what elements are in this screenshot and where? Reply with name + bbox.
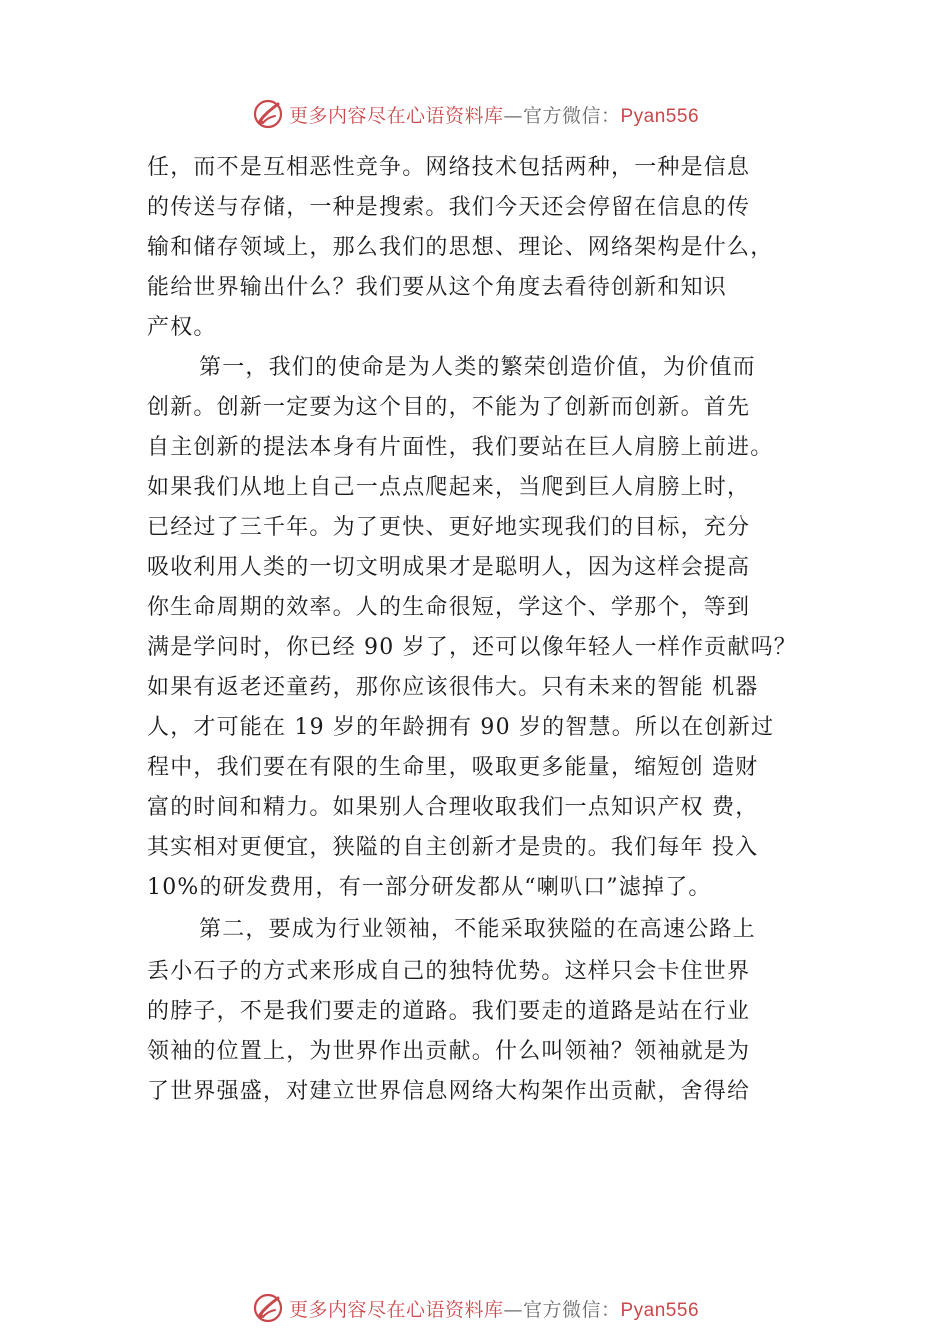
- text-line: 人，才可能在 19 岁的年龄拥有 90 岁的智慧。所以在创新过: [147, 715, 775, 740]
- footer-banner-handle: Pyan556: [620, 1299, 700, 1321]
- footer-banner-text: [289, 1295, 699, 1322]
- text-line: 能给世界输出什么？我们要从这个角度去看待创新和知识: [147, 275, 728, 300]
- paragraph-start-line: 第二，要成为行业领袖，不能采取狭隘的在高速公路上: [199, 917, 756, 942]
- document-body: [147, 148, 837, 1112]
- header-banner-dash: —: [503, 104, 523, 127]
- paragraph-start-line: 第一，我们的使命是为人类的繁荣创造价值，为价值而: [199, 355, 756, 380]
- header-banner-main: 更多内容尽在心语资料库: [288, 104, 504, 127]
- footer-banner: [0, 1288, 950, 1328]
- text-line: 任，而不是互相恶性竞争。网络技术包括两种，一种是信息: [147, 155, 751, 180]
- text-line: 程中，我们要在有限的生命里，吸取更多能量，缩短创 造财: [147, 755, 759, 780]
- text-line: 输和储存领域上，那么我们的思想、理论、网络架构是什么，: [147, 235, 774, 260]
- header-banner-text: [289, 101, 699, 128]
- footer-banner-dash: —: [503, 1298, 523, 1321]
- text-line: 的脖子，不是我们要走的道路。我们要走的道路是站在行业: [147, 999, 751, 1024]
- brush-logo-icon: [251, 1291, 285, 1325]
- text-line: 丢小石子的方式来形成自己的独特优势。这样只会卡住世界: [147, 959, 751, 984]
- text-line: 如果我们从地上自己一点点爬起来，当爬到巨人肩膀上时，: [147, 475, 751, 500]
- text-line: 领袖的位置上，为世界作出贡献。什么叫领袖？领袖就是为: [147, 1039, 751, 1064]
- footer-banner-main: 更多内容尽在心语资料库: [288, 1298, 504, 1321]
- text-line: 富的时间和精力。如果别人合理收取我们一点知识产权 费，: [147, 795, 759, 820]
- header-banner-label: 官方微信：: [522, 104, 621, 127]
- text-line: 的传送与存储，一种是搜索。我们今天还会停留在信息的传: [147, 195, 751, 220]
- text-line: 自主创新的提法本身有片面性，我们要站在巨人肩膀上前进。: [147, 435, 774, 460]
- footer-banner-label: 官方微信：: [522, 1298, 621, 1321]
- text-line: 满是学问时，你已经 90 岁了，还可以像年轻人一样作贡献吗？: [147, 635, 797, 660]
- text-line: 如果有返老还童药，那你应该很伟大。只有未来的智能 机器: [147, 675, 759, 700]
- text-line: 已经过了三千年。为了更快、更好地实现我们的目标，充分: [147, 515, 751, 540]
- text-line: 创新。创新一定要为这个目的，不能为了创新而创新。首先: [147, 395, 751, 420]
- brush-logo-icon: [251, 97, 285, 131]
- text-line: 产权。: [147, 315, 217, 340]
- text-line: 吸收利用人类的一切文明成果才是聪明人，因为这样会提高: [147, 555, 751, 580]
- text-line: 你生命周期的效率。人的生命很短，学这个、学那个，等到: [147, 595, 751, 620]
- header-banner: [0, 94, 950, 134]
- header-banner-handle: Pyan556: [620, 105, 700, 127]
- text-line: 10%的研发费用，有一部分研发都从“喇叭口”滤掉了。: [147, 875, 712, 900]
- text-line: 了世界强盛，对建立世界信息网络大构架作出贡献，舍得给: [147, 1079, 751, 1104]
- text-line: 其实相对更便宜，狭隘的自主创新才是贵的。我们每年 投入: [147, 835, 759, 860]
